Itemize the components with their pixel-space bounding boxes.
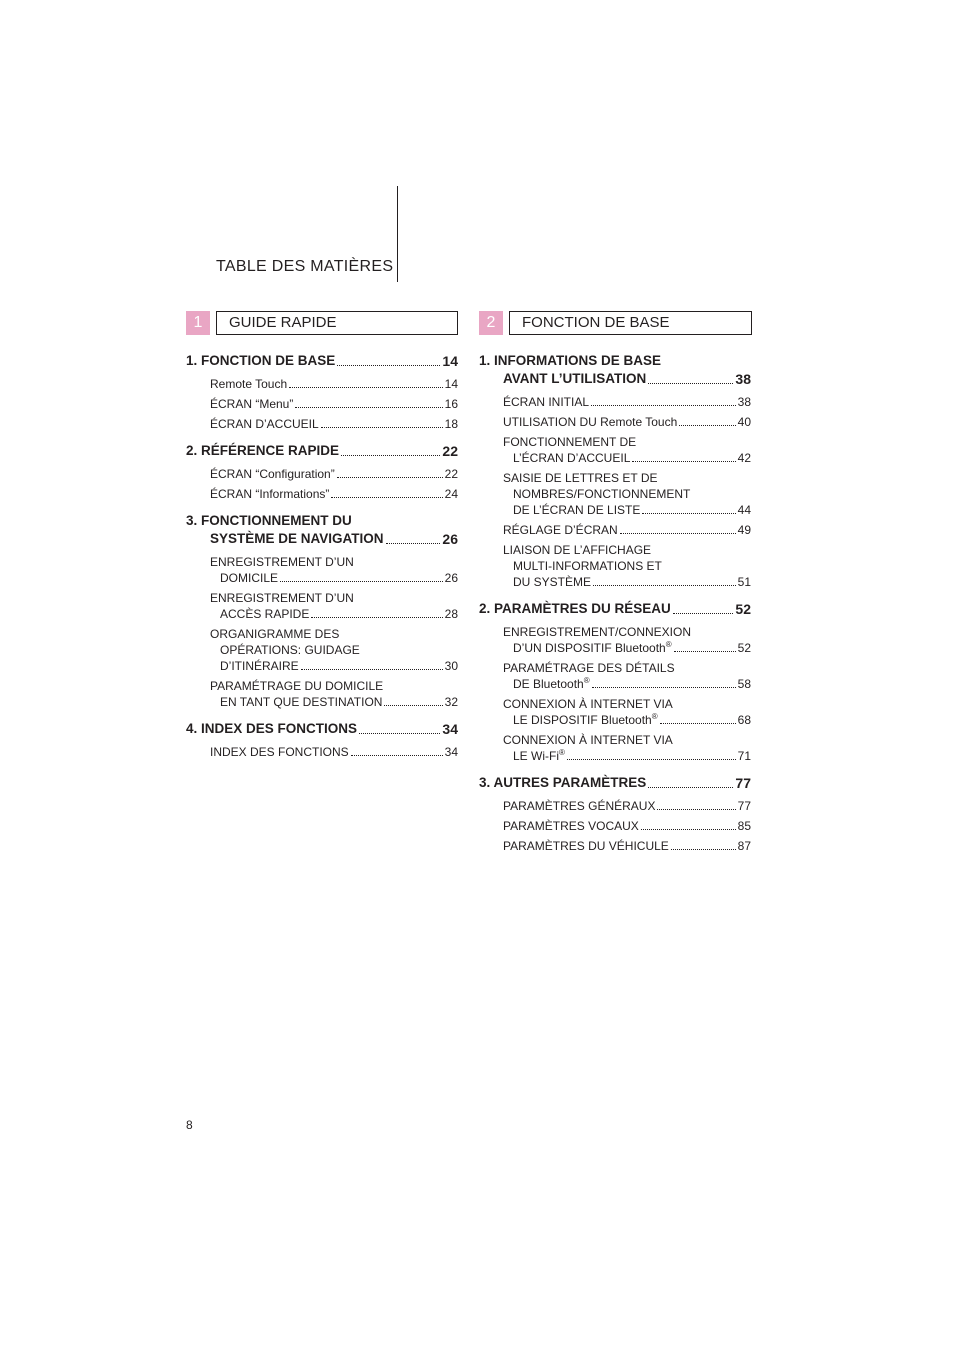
- toc-chapter[interactable]: 2. RÉFÉRENCE RAPIDE 22: [186, 443, 458, 459]
- toc-entry[interactable]: ENREGISTREMENT D’UN ACCÈS RAPIDE 28: [210, 591, 458, 621]
- header-vertical-rule: [397, 186, 398, 282]
- running-head: TABLE DES MATIÈRES: [216, 258, 394, 275]
- section-number: 2: [479, 311, 503, 335]
- toc-entry[interactable]: RÉGLAGE D’ÉCRAN 49: [503, 523, 751, 537]
- toc-entry[interactable]: PARAMÈTRES DU VÉHICULE 87: [503, 839, 751, 853]
- toc-entry[interactable]: ÉCRAN “Menu” 16: [210, 397, 458, 411]
- toc-entry[interactable]: PARAMÈTRES GÉNÉRAUX 77: [503, 799, 751, 813]
- registered-mark: ®: [583, 676, 590, 685]
- section-header: [186, 311, 458, 335]
- toc-entry[interactable]: ENREGISTREMENT/CONNEXION D’UN DISPOSITIF Bluetooth® 52: [503, 625, 751, 655]
- section-header: [479, 311, 751, 335]
- toc-chapter[interactable]: 1. INFORMATIONS DE BASE AVANT L’UTILISATION 38: [479, 353, 751, 387]
- toc-entry[interactable]: ÉCRAN D’ACCUEIL 18: [210, 417, 458, 431]
- toc-entry[interactable]: FONCTIONNEMENT DE L’ÉCRAN D’ACCUEIL 42: [503, 435, 751, 465]
- toc-entry[interactable]: ÉCRAN “Configuration” 22: [210, 467, 458, 481]
- toc-entry[interactable]: PARAMÈTRES VOCAUX 85: [503, 819, 751, 833]
- toc-entry[interactable]: Remote Touch 14: [210, 377, 458, 391]
- toc-entry[interactable]: UTILISATION DU Remote Touch 40: [503, 415, 751, 429]
- section-title: GUIDE RAPIDE: [216, 311, 458, 335]
- toc-entry[interactable]: ÉCRAN INITIAL 38: [503, 395, 751, 409]
- toc-chapter[interactable]: 3. FONCTIONNEMENT DU SYSTÈME DE NAVIGATION 26: [186, 513, 458, 547]
- toc-entry[interactable]: SAISIE DE LETTRES ET DE NOMBRES/FONCTIONNEMENT DE L’ÉCRAN DE LISTE 44: [503, 471, 751, 517]
- toc-entry[interactable]: PARAMÉTRAGE DES DÉTAILS DE Bluetooth® 58: [503, 661, 751, 691]
- toc-entry[interactable]: ÉCRAN “Informations” 24: [210, 487, 458, 501]
- toc-entry[interactable]: CONNEXION À INTERNET VIA LE Wi-Fi® 71: [503, 733, 751, 763]
- registered-mark: ®: [665, 640, 672, 649]
- page-ref: 14: [442, 353, 458, 369]
- toc-entry[interactable]: ENREGISTREMENT D’UN DOMICILE 26: [210, 555, 458, 585]
- page-number: 8: [186, 1118, 193, 1132]
- toc-section-1: [186, 311, 458, 770]
- toc-section-2: [479, 311, 751, 864]
- toc-chapter[interactable]: 2. PARAMÈTRES DU RÉSEAU 52: [479, 601, 751, 617]
- registered-mark: ®: [559, 748, 565, 757]
- section-number: 1: [186, 311, 210, 335]
- toc-chapter[interactable]: 3. AUTRES PARAMÈTRES 77: [479, 775, 751, 791]
- toc-chapter[interactable]: 1. FONCTION DE BASE 14: [186, 353, 458, 369]
- toc-entry[interactable]: ORGANIGRAMME DES OPÉRATIONS: GUIDAGE D’ITINÉRAIRE 30: [210, 627, 458, 673]
- toc-entry[interactable]: LIAISON DE L’AFFICHAGE MULTI-INFORMATIONS ET DU SYSTÈME 51: [503, 543, 751, 589]
- toc-entry[interactable]: INDEX DES FONCTIONS 34: [210, 745, 458, 759]
- toc-chapter[interactable]: 4. INDEX DES FONCTIONS 34: [186, 721, 458, 737]
- toc-entry[interactable]: CONNEXION À INTERNET VIA LE DISPOSITIF Bluetooth® 68: [503, 697, 751, 727]
- toc-entry[interactable]: PARAMÉTRAGE DU DOMICILE EN TANT QUE DESTINATION 32: [210, 679, 458, 709]
- section-title: FONCTION DE BASE: [509, 311, 752, 335]
- registered-mark: ®: [651, 712, 658, 721]
